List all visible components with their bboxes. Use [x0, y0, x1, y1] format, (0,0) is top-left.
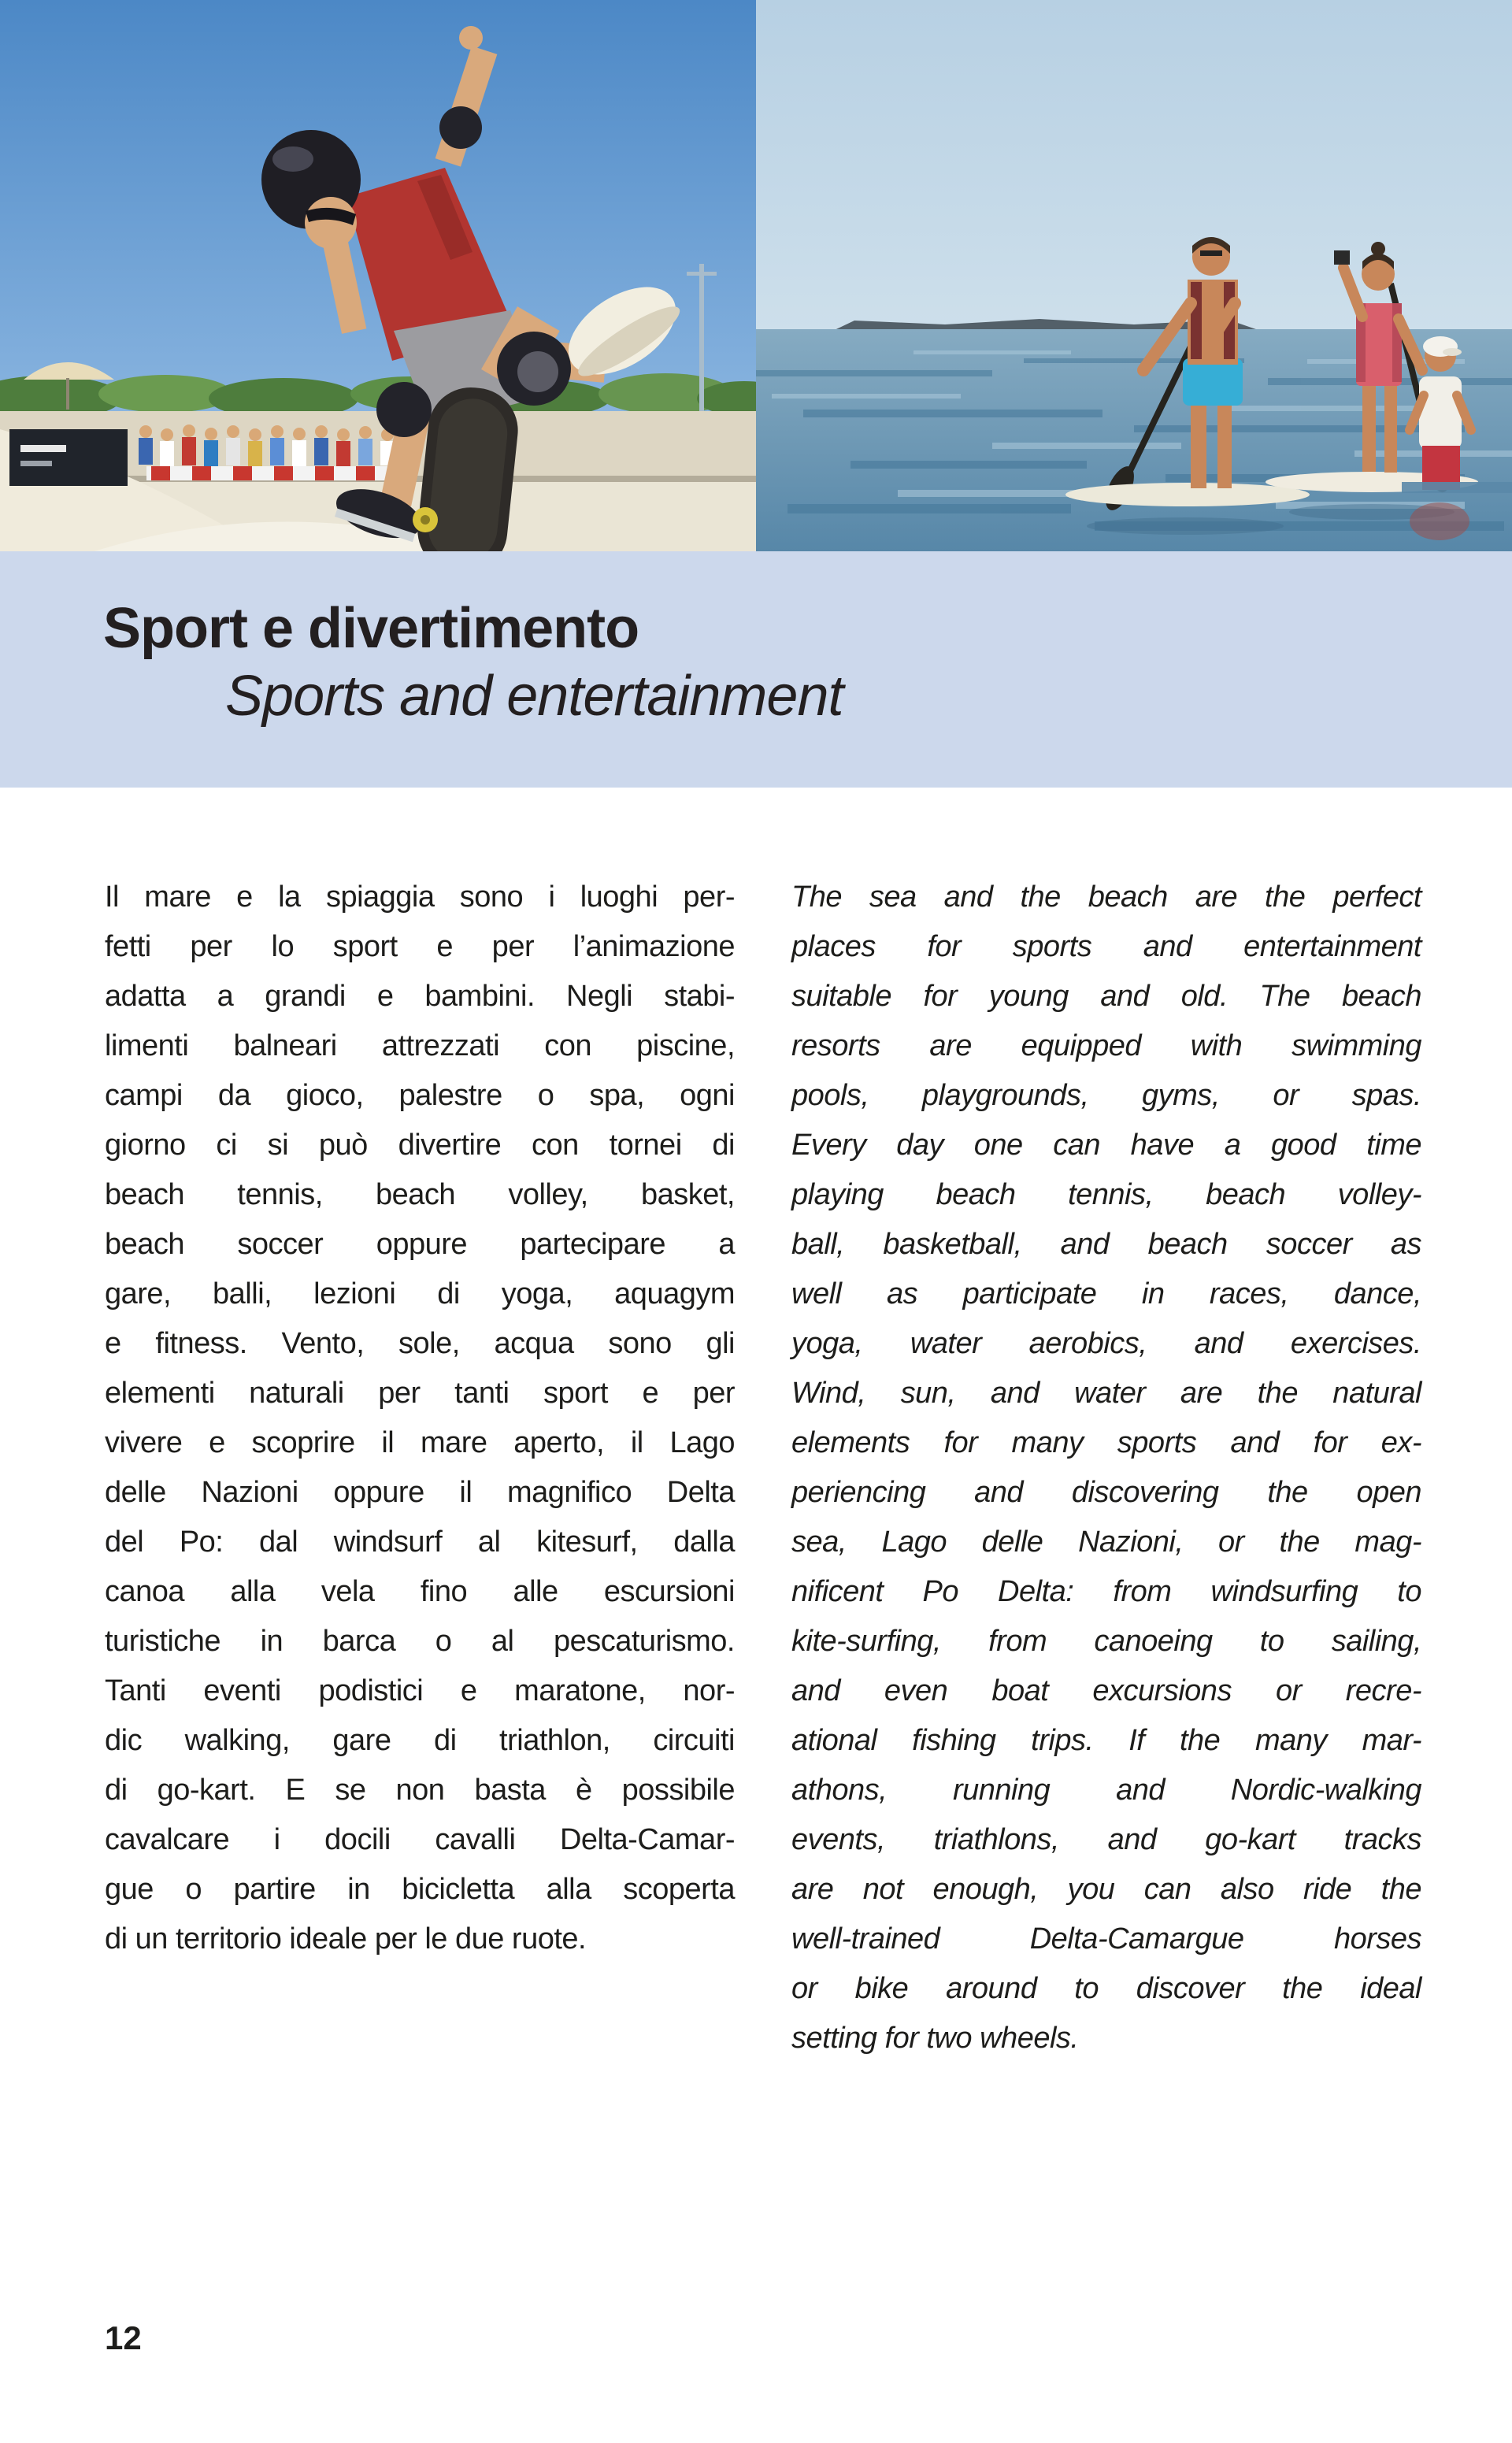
text-line: adatta a grandi e bambini. Negli stabi-: [105, 980, 735, 1013]
text-line: sea, Lago delle Nazioni, or the mag-: [791, 1525, 1421, 1559]
skatepark-photo: [0, 0, 756, 551]
text-line: giorno ci si può divertire con tornei di: [105, 1129, 735, 1162]
text-line: resorts are equipped with swimming: [791, 1029, 1421, 1062]
text-line: ational fishing trips. If the many mar-: [791, 1724, 1421, 1757]
white-shirt: [1419, 376, 1462, 449]
text-line: di go-kart. E se non basta è possibile: [105, 1774, 735, 1807]
text-line: nificent Po Delta: from windsurfing to: [791, 1575, 1421, 1608]
text-line: setting for two wheels.: [791, 2022, 1079, 2055]
text-line: vivere e scoprire il mare aperto, il Lago: [105, 1426, 735, 1459]
text-line: elements for many sports and for ex-: [791, 1426, 1421, 1459]
text-line: canoa alla vela fino alle escursioni: [105, 1575, 735, 1608]
reflection: [1087, 517, 1284, 535]
text-line: yoga, water aerobics, and exercises.: [791, 1327, 1421, 1360]
text-line: pools, playgrounds, gyms, or spas.: [791, 1079, 1421, 1112]
text-line: athons, running and Nordic-walking: [791, 1774, 1421, 1807]
text-line: elementi naturali per tanti sport e per: [105, 1377, 735, 1410]
hero-photos: [0, 0, 1512, 551]
text-line: well-trained Delta-Camargue horses: [791, 1922, 1421, 1956]
section-title-band: [0, 551, 1512, 788]
text-line: or bike around to discover the ideal: [791, 1972, 1421, 2005]
text-line: Il mare e la spiaggia sono i luoghi per-: [105, 880, 735, 914]
text-line: Tanti eventi podistici e maratone, nor-: [105, 1674, 735, 1707]
paddleboard-photo: [756, 0, 1512, 551]
text-line: limenti balneari attrezzati con piscine,: [105, 1029, 735, 1062]
section-title-english: Sports and entertainment: [225, 665, 843, 728]
striped-barrier: [146, 466, 406, 480]
text-line: turistiche in barca o al pescaturismo.: [105, 1625, 735, 1658]
text-line: Every day one can have a good time: [791, 1129, 1421, 1162]
text-line: Wind, sun, and water are the natural: [791, 1377, 1421, 1410]
knee-pad-2: [376, 382, 432, 437]
text-line: The sea and the beach are the perfect: [791, 880, 1421, 914]
elbow-pad: [439, 106, 482, 149]
article-column-italian: [105, 873, 735, 2063]
text-line: dic walking, gare di triathlon, circuiti: [105, 1724, 735, 1757]
text-line: cavalcare i docili cavalli Delta-Camar-: [105, 1823, 735, 1856]
text-line: gare, balli, lezioni di yoga, aquagym: [105, 1277, 735, 1310]
text-line: places for sports and entertainment: [791, 930, 1421, 963]
blue-shorts: [1183, 358, 1243, 406]
text-line: events, triathlons, and go-kart tracks: [791, 1823, 1421, 1856]
text-line: suitable for young and old. The beach: [791, 980, 1421, 1013]
sponsor-banner: [9, 429, 128, 486]
text-line: ball, basketball, and beach soccer as: [791, 1228, 1421, 1261]
text-line: playing beach tennis, beach volley-: [791, 1178, 1421, 1211]
text-line: delle Nazioni oppure il magnifico Delta: [105, 1476, 735, 1509]
text-line: well as participate in races, dance,: [791, 1277, 1421, 1310]
sup-board: [1065, 483, 1310, 506]
text-line: fetti per lo sport e per l’animazione: [105, 930, 735, 963]
text-line: gue o partire in bicicletta alla scoperta: [105, 1873, 735, 1906]
text-line: and even boat excursions or recre-: [791, 1674, 1421, 1707]
article-column-english: [791, 873, 1421, 2063]
text-line: campi da gioco, palestre o spa, ogni: [105, 1079, 735, 1112]
text-line: e fitness. Vento, sole, acqua sono gli: [105, 1327, 735, 1360]
page-number: 12: [105, 2319, 142, 2356]
section-title-italian: Sport e divertimento: [103, 597, 639, 660]
sky: [756, 0, 1512, 331]
reflection: [1410, 502, 1469, 540]
text-line: del Po: dal windsurf al kitesurf, dalla: [105, 1525, 735, 1559]
action-camera: [1334, 250, 1350, 265]
text-line: are not enough, you can also ride the: [791, 1873, 1421, 1906]
text-line: periencing and discovering the open: [791, 1476, 1421, 1509]
text-line: beach tennis, beach volley, basket,: [105, 1178, 735, 1211]
text-line: kite-surfing, from canoeing to sailing,: [791, 1625, 1421, 1658]
article-body: [105, 873, 1421, 2063]
text-line: di un territorio ideale per le due ruote.: [105, 1922, 587, 1956]
text-line: beach soccer oppure partecipare a: [105, 1228, 735, 1261]
